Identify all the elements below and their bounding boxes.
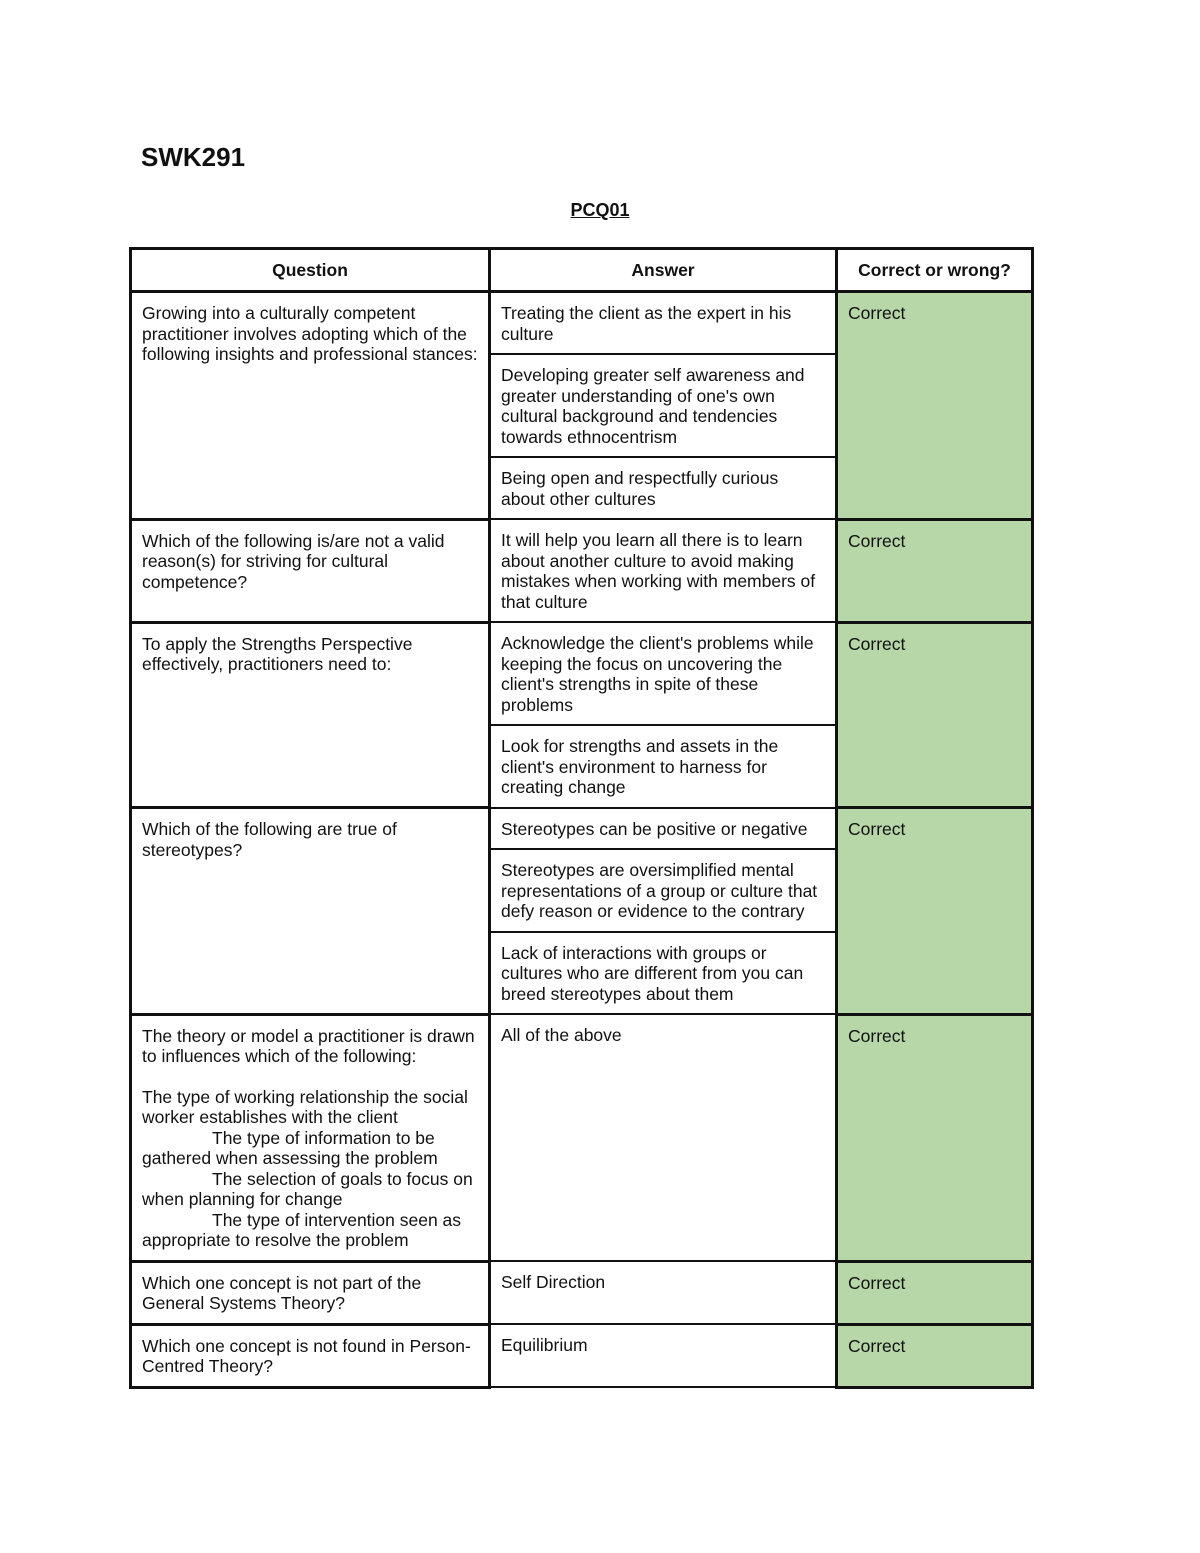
table-row — [131, 622, 1033, 725]
answer-cell: Stereotypes can be positive or negative — [490, 808, 837, 850]
answer-cell: It will help you learn all there is to learn about another culture to avoid making mistakes when working with members of that culture — [490, 519, 837, 622]
question-cell: Which one concept is not found in Person-Centred Theory? — [131, 1324, 490, 1387]
answer-cell: Self Direction — [490, 1261, 837, 1324]
header-question: Question — [131, 249, 490, 292]
result-cell: Correct — [837, 1324, 1033, 1387]
answer-cell: Look for strengths and assets in the client's environment to harness for creating change — [490, 725, 837, 808]
answer-cell: All of the above — [490, 1014, 837, 1261]
question-cell: Which one concept is not part of the General Systems Theory? — [131, 1261, 490, 1324]
answer-cell: Equilibrium — [490, 1324, 837, 1387]
table-row — [131, 1014, 1033, 1261]
question-cell: Growing into a culturally competent practitioner involves adopting which of the following insights and professional stances: — [131, 292, 490, 520]
answer-cell: Stereotypes are oversimplified mental representations of a group or culture that defy reason or evidence to the contrary — [490, 849, 837, 932]
answer-cell: Developing greater self awareness and greater understanding of one's own cultural background and tendencies towards ethnocentrism — [490, 354, 837, 457]
header-row — [131, 249, 1033, 292]
table-row — [131, 1261, 1033, 1324]
answer-cell: Acknowledge the client's problems while keeping the focus on uncovering the client's strengths in spite of these problems — [490, 622, 837, 725]
result-cell: Correct — [837, 622, 1033, 808]
quiz-title: PCQ01 — [570, 200, 630, 220]
question-cell: Which of the following are true of stereotypes? — [131, 808, 490, 1015]
table-row — [131, 1324, 1033, 1387]
answer-cell: Lack of interactions with groups or cultures who are different from you can breed stereotypes about them — [490, 932, 837, 1015]
result-cell: Correct — [837, 1014, 1033, 1261]
question-item: The type of intervention seen as appropriate to resolve the problem — [142, 1209, 462, 1250]
question-intro: The theory or model a practitioner is drawn to influences which of the following: — [142, 1025, 475, 1066]
question-item: The type of information to be gathered when assessing the problem — [142, 1127, 438, 1168]
answer-cell: Being open and respectfully curious about other cultures — [490, 457, 837, 519]
answer-cell: Treating the client as the expert in his culture — [490, 292, 837, 355]
question-item-list — [142, 1087, 479, 1251]
question-cell: To apply the Strengths Perspective effectively, practitioners need to: — [131, 622, 490, 808]
table-row — [131, 292, 1033, 355]
result-cell: Correct — [837, 519, 1033, 622]
question-item: The type of working relationship the social worker establishes with the client — [142, 1086, 468, 1127]
course-code: SWK291 — [141, 142, 246, 172]
table-row — [131, 519, 1033, 622]
header-result: Correct or wrong? — [837, 249, 1033, 292]
table-row — [131, 808, 1033, 850]
question-cell — [131, 1014, 490, 1261]
result-cell: Correct — [837, 1261, 1033, 1324]
header-answer: Answer — [490, 249, 837, 292]
quiz-table — [129, 247, 1034, 1389]
question-item: The selection of goals to focus on when planning for change — [142, 1168, 473, 1209]
question-cell: Which of the following is/are not a valid reason(s) for striving for cultural competence? — [131, 519, 490, 622]
result-cell: Correct — [837, 808, 1033, 1015]
result-cell: Correct — [837, 292, 1033, 520]
